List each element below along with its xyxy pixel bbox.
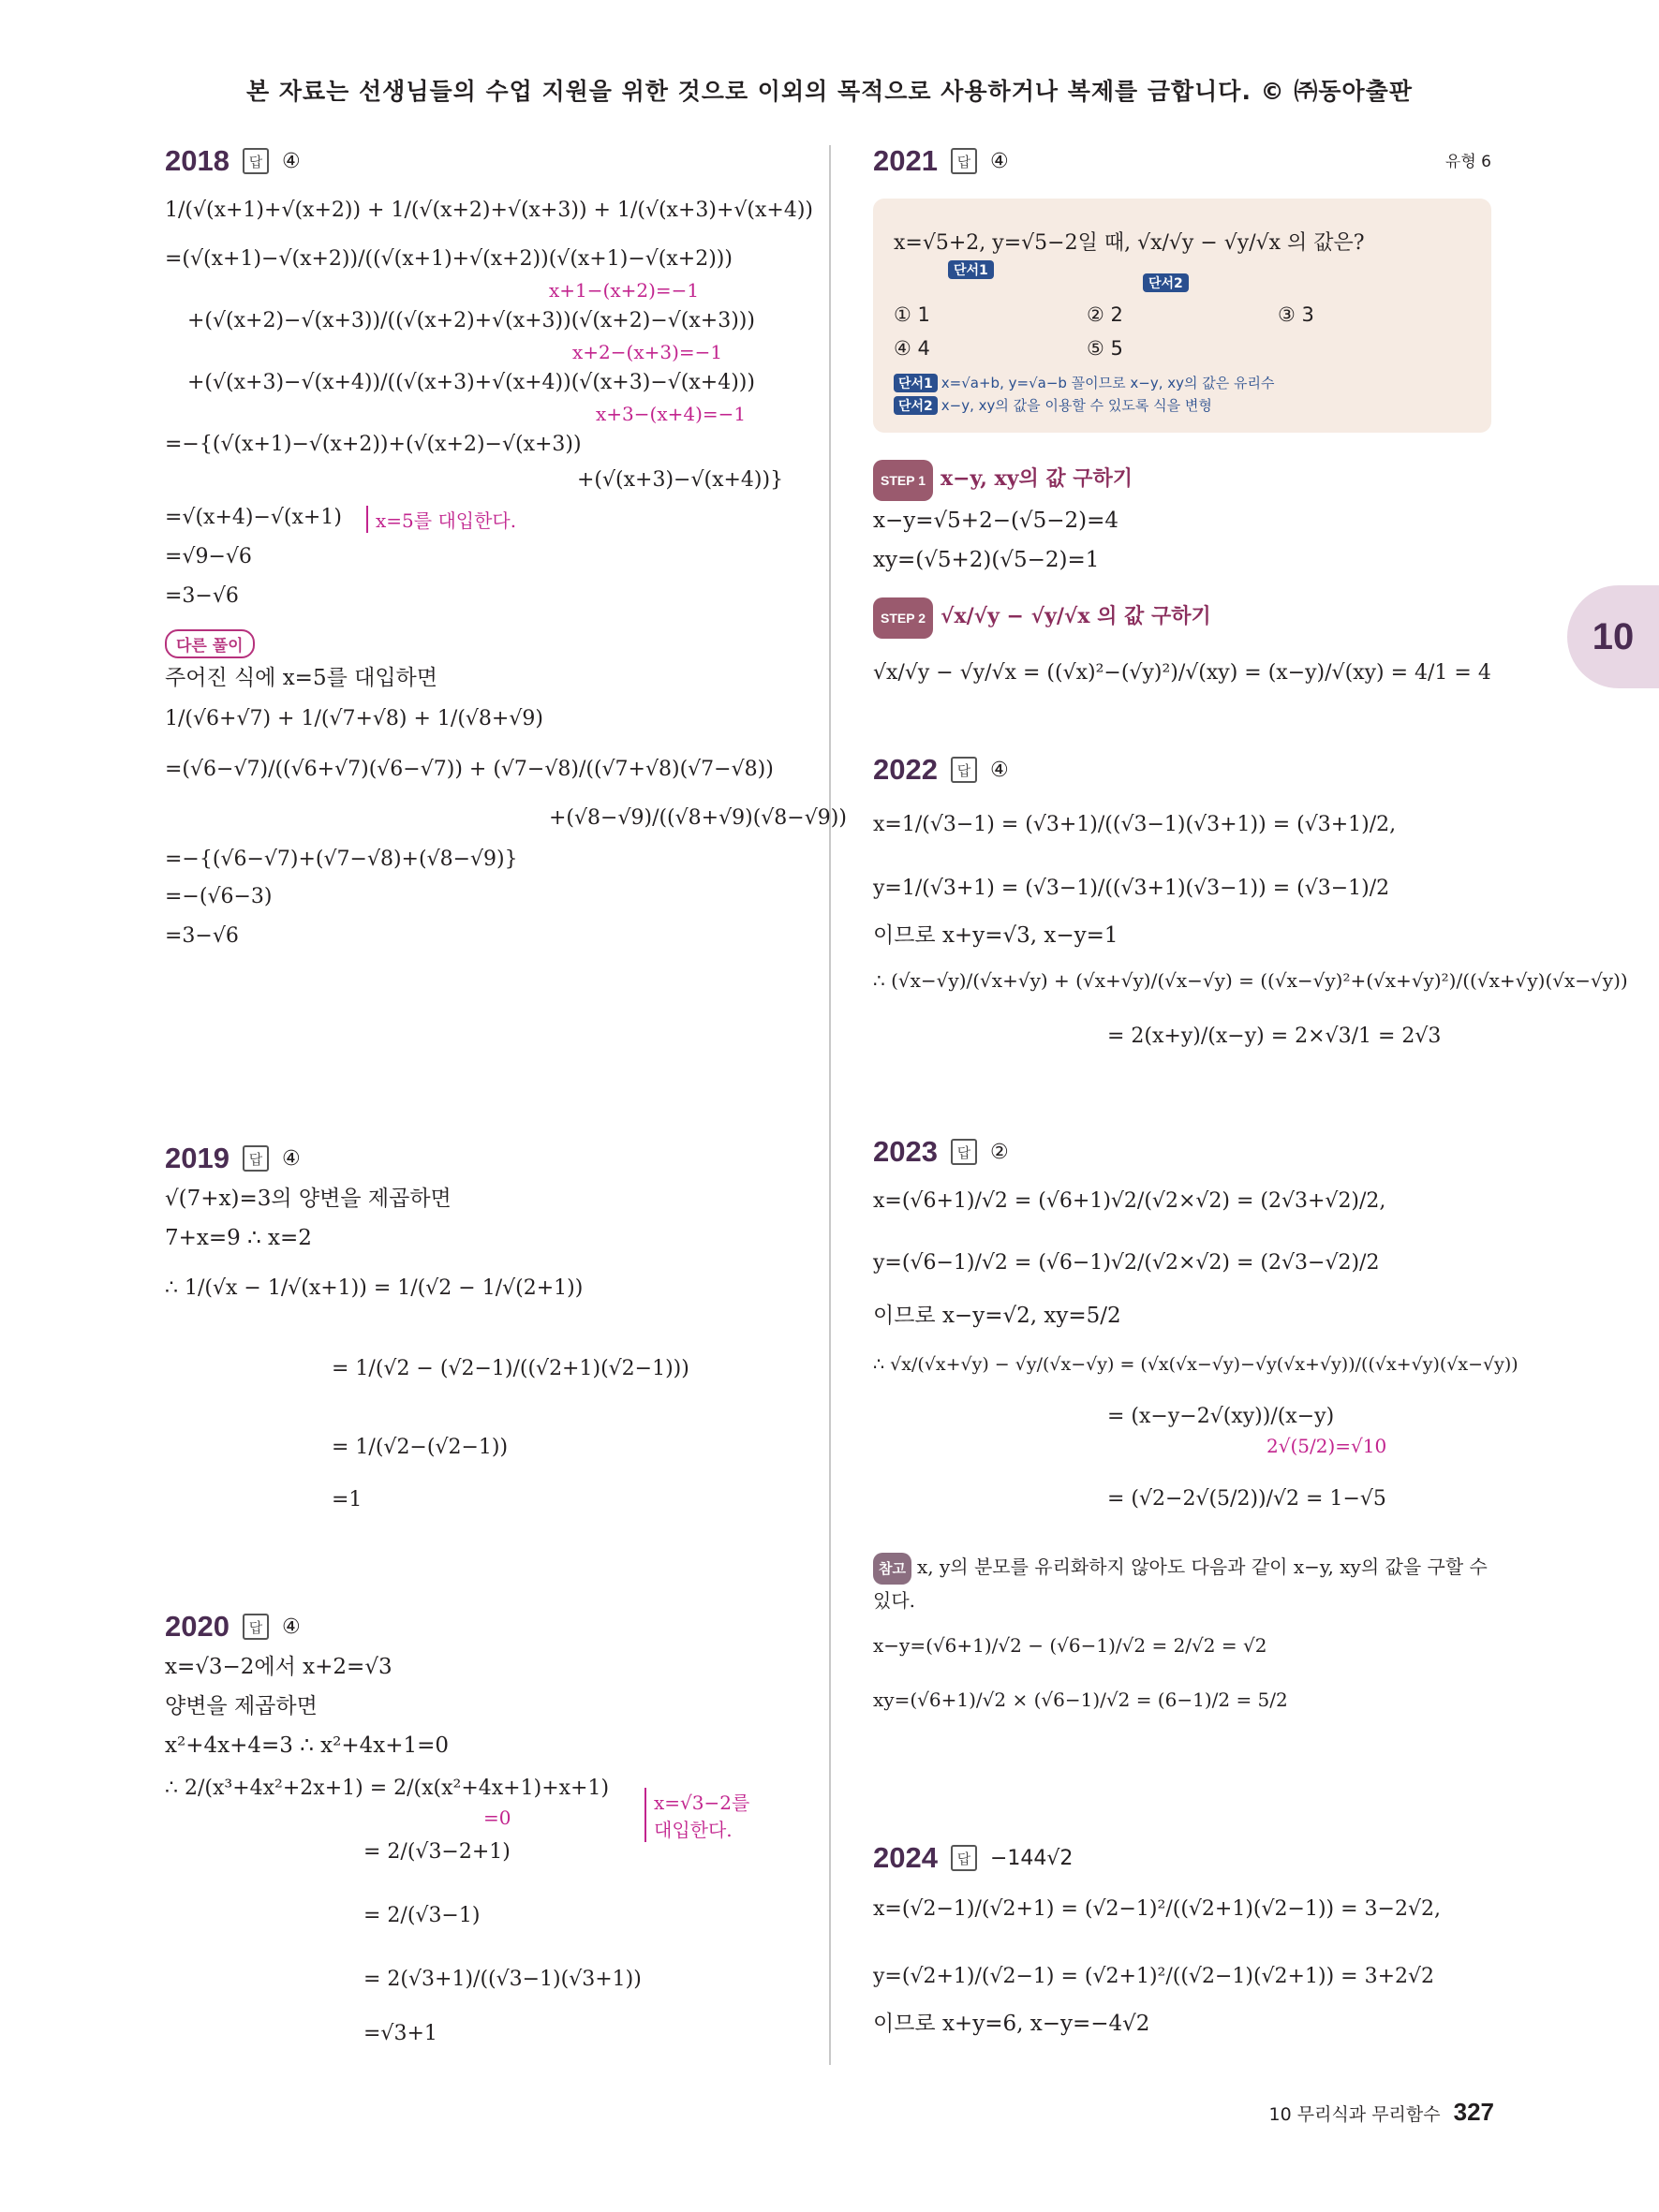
solution-line: x=(√6+1)/√2 = (√6+1)√2/(√2×√2) = (2√3+√2)/2, (873, 1189, 1386, 1213)
solution-line: = 2(√3+1)/((√3−1)(√3+1)) (363, 1968, 642, 1991)
solution-line: =1 (332, 1488, 363, 1512)
clue-label: 단서1 (894, 374, 938, 392)
step-badge: STEP 2 (873, 597, 933, 639)
solution-line: ∴ 2/(x³+4x²+2x+1) = 2/(x(x²+4x+1)+x+1) (165, 1777, 610, 1800)
problem-2024 (873, 1837, 1491, 2043)
solution-line: 양변을 제곱하면 (165, 1694, 318, 1718)
solution-line: y=1/(√3+1) = (√3−1)/((√3+1)(√3−1)) = (√3−1)/2 (873, 877, 1390, 900)
chapter-title: 10 무리식과 무리함수 (1268, 2104, 1441, 2125)
solution-line: x−y=√5+2−(√5−2)=4 (873, 509, 1119, 533)
question-text: x=√5+2, y=√5−2일 때, √x/√y − √y/√x 의 값은? (894, 231, 1365, 255)
solution-line: 7+x=9 ∴ x=2 (165, 1226, 312, 1250)
choice[interactable]: ⑤ 5 (1087, 337, 1123, 360)
clue-tag: 단서1 (948, 260, 994, 279)
answer: ② (989, 1140, 1009, 1164)
problem-number: 2019 (165, 1142, 230, 1174)
alt-line: =3−√6 (165, 924, 239, 948)
problem-2023 (873, 1131, 1518, 1718)
solution-line: = 1/(√2−(√2−1)) (332, 1436, 509, 1459)
solution-line: =√9−√6 (165, 545, 252, 568)
annotation: 대입한다. (654, 1819, 733, 1841)
annotation: x+3−(x+4)=−1 (596, 403, 747, 425)
solution-line: y=(√2+1)/(√2−1) = (√2+1)²/((√2−1)(√2+1)) = 3+2√2 (873, 1965, 1435, 1988)
alt-intro: 주어진 식에 x=5를 대입하면 (165, 666, 437, 690)
choice[interactable]: ③ 3 (1278, 303, 1314, 326)
annotation: x+1−(x+2)=−1 (549, 279, 700, 302)
answer-icon: 답 (951, 1845, 977, 1871)
solution-line: +(√(x+2)−√(x+3))/((√(x+2)+√(x+3))(√(x+2)−√(x+3))) (187, 309, 755, 332)
reference-line: x−y=(√6+1)/√2 − (√6−1)/√2 = 2/√2 = √2 (873, 1634, 1267, 1657)
solution-line: = 1/(√2 − (√2−1)/((√2+1)(√2−1))) (332, 1357, 689, 1380)
problem-number: 2021 (873, 144, 938, 177)
alt-line: =−{(√6−√7)+(√7−√8)+(√8−√9)} (165, 848, 518, 871)
alt-line: +(√8−√9)/((√8+√9)(√8−√9)) (549, 806, 847, 830)
answer: ④ (281, 1146, 301, 1171)
alt-line: =−(√6−3) (165, 885, 273, 908)
answer: ④ (989, 149, 1009, 173)
solution-line: √x/√y − √y/√x = ((√x)²−(√y)²)/√(xy) = (x−y)/√(xy) = 4/1 = 4 (873, 661, 1491, 685)
problem-number: 2022 (873, 753, 938, 786)
choice[interactable]: ④ 4 (894, 337, 930, 360)
copyright-notice: 본 자료는 선생님들의 수업 지원을 위한 것으로 이외의 목적으로 사용하거나 복제를 금합니다. © ㈜동아출판 (246, 78, 1413, 105)
solution-line: =√3+1 (363, 2022, 437, 2045)
solution-line: 이므로 x−y=√2, xy=5/2 (873, 1304, 1121, 1328)
solution-line: 이므로 x+y=6, x−y=−4√2 (873, 2012, 1150, 2036)
solution-line: =(√(x+1)−√(x+2))/((√(x+1)+√(x+2))(√(x+1)−√(x+2))) (165, 247, 733, 271)
solution-line: =−{(√(x+1)−√(x+2))+(√(x+2)−√(x+3)) (165, 433, 582, 456)
clue-label: 단서2 (894, 396, 938, 415)
problem-2021 (873, 140, 1491, 685)
solution-line: = 2/(√3−2+1) (363, 1840, 511, 1864)
solution-line: ∴ (√x−√y)/(√x+√y) + (√x+√y)/(√x−√y) = ((√x−√y)²+(√x+√y)²)/((√x+√y)(√x−√y)) (873, 969, 1628, 992)
solution-line: x=(√2−1)/(√2+1) = (√2−1)²/((√2+1)(√2−1)) = 3−2√2, (873, 1897, 1441, 1921)
step-badge: STEP 1 (873, 460, 933, 501)
problem-2019 (165, 1138, 821, 1518)
clue-2 (894, 395, 1212, 415)
answer: −144√2 (989, 1846, 1074, 1870)
solution-line: xy=(√5+2)(√5−2)=1 (873, 548, 1100, 572)
solution-line: = (√2−2√(5/2))/√2 = 1−√5 (1107, 1487, 1386, 1511)
reference-label: 참고 (873, 1553, 911, 1585)
page-footer (1269, 2098, 1494, 2127)
clue-text: x=√a+b, y=√a−b 꼴이므로 x−y, xy의 값은 유리수 (941, 375, 1275, 391)
problem-number: 2018 (165, 144, 230, 177)
solution-line: x=√3−2에서 x+2=√3 (165, 1655, 393, 1679)
solution-line: 이므로 x+y=√3, x−y=1 (873, 923, 1118, 948)
clue-tag: 단서2 (1143, 273, 1189, 292)
solution-line: = 2(x+y)/(x−y) = 2×√3/1 = 2√3 (1107, 1025, 1442, 1048)
page-number: 327 (1453, 2098, 1494, 2126)
type-badge: 유형 6 (1444, 153, 1491, 171)
choice[interactable]: ① 1 (894, 303, 930, 326)
alt-line: =(√6−√7)/((√6+√7)(√6−√7)) + (√7−√8)/((√7+√8)(√7−√8)) (165, 758, 774, 781)
problem-number: 2024 (873, 1841, 938, 1874)
problem-2022 (873, 749, 1628, 1054)
alt-line: 1/(√6+√7) + 1/(√7+√8) + 1/(√8+√9) (165, 707, 543, 730)
chapter-tab: 10 (1567, 585, 1659, 688)
solution-line: =√(x+4)−√(x+1) (165, 506, 342, 529)
solution-line: x=1/(√3−1) = (√3+1)/((√3−1)(√3+1)) = (√3+1)/2, (873, 813, 1397, 836)
annotation: x=√3−2를 (654, 1792, 750, 1814)
clue-text: x−y, xy의 값을 이용할 수 있도록 식을 변형 (941, 397, 1212, 414)
reference-note (873, 1551, 1491, 1616)
answer: ④ (281, 1615, 301, 1639)
column-divider (829, 145, 831, 2065)
step-title: x−y, xy의 값 구하기 (941, 466, 1133, 491)
problem-card (873, 199, 1491, 433)
problem-2020 (165, 1606, 821, 2052)
problem-2018 (165, 140, 847, 956)
substitution-note (644, 1788, 749, 1842)
solution-line: +(√(x+3)−√(x+4))/((√(x+3)+√(x+4))(√(x+3)−√(x+4))) (187, 371, 755, 394)
solution-line: x²+4x+4=3 ∴ x²+4x+1=0 (165, 1733, 450, 1758)
answer-icon: 답 (243, 1145, 269, 1172)
choice[interactable]: ② 2 (1087, 303, 1123, 326)
answer-icon: 답 (951, 1139, 977, 1165)
solution-line: +(√(x+3)−√(x+4))} (577, 468, 784, 492)
solution-line: =3−√6 (165, 584, 239, 608)
alt-solution-tag: 다른 풀이 (165, 629, 255, 658)
annotation: x=5를 대입한다. (366, 506, 516, 533)
reference-line: xy=(√6+1)/√2 × (√6−1)/√2 = (6−1)/2 = 5/2 (873, 1688, 1288, 1711)
problem-number: 2020 (165, 1610, 230, 1643)
annotation: x+2−(x+3)=−1 (572, 341, 723, 363)
solution-line: 1/(√(x+1)+√(x+2)) + 1/(√(x+2)+√(x+3)) + 1/(√(x+3)+√(x+4)) (165, 199, 814, 222)
answer-icon: 답 (243, 148, 269, 174)
solution-line: = 2/(√3−1) (363, 1904, 481, 1927)
solution-line: y=(√6−1)/√2 = (√6−1)√2/(√2×√2) = (2√3−√2)/2 (873, 1251, 1380, 1275)
solution-line: ∴ 1/(√x − 1/√(x+1)) = 1/(√2 − 1/√(2+1)) (165, 1276, 584, 1300)
solution-line: √(7+x)=3의 양변을 제곱하면 (165, 1187, 452, 1211)
reference-text: x, y의 분모를 유리화하지 않아도 다음과 같이 x−y, xy의 값을 구할 수 있다. (873, 1556, 1488, 1612)
annotation: 2√(5/2)=√10 (1266, 1435, 1387, 1457)
answer-icon: 답 (951, 148, 977, 174)
solution-line: ∴ √x/(√x+√y) − √y/(√x−√y) = (√x(√x−√y)−√y(√x+√y))/((√x+√y)(√x−√y)) (873, 1354, 1518, 1375)
clue-1 (894, 373, 1275, 392)
problem-number: 2023 (873, 1135, 938, 1168)
annotation: =0 (483, 1806, 511, 1829)
answer: ④ (281, 149, 301, 173)
answer-icon: 답 (951, 757, 977, 783)
answer: ④ (989, 758, 1009, 782)
solution-line: = (x−y−2√(xy))/(x−y) (1107, 1405, 1335, 1428)
step-title: √x/√y − √y/√x 의 값 구하기 (941, 604, 1211, 628)
answer-icon: 답 (243, 1614, 269, 1640)
